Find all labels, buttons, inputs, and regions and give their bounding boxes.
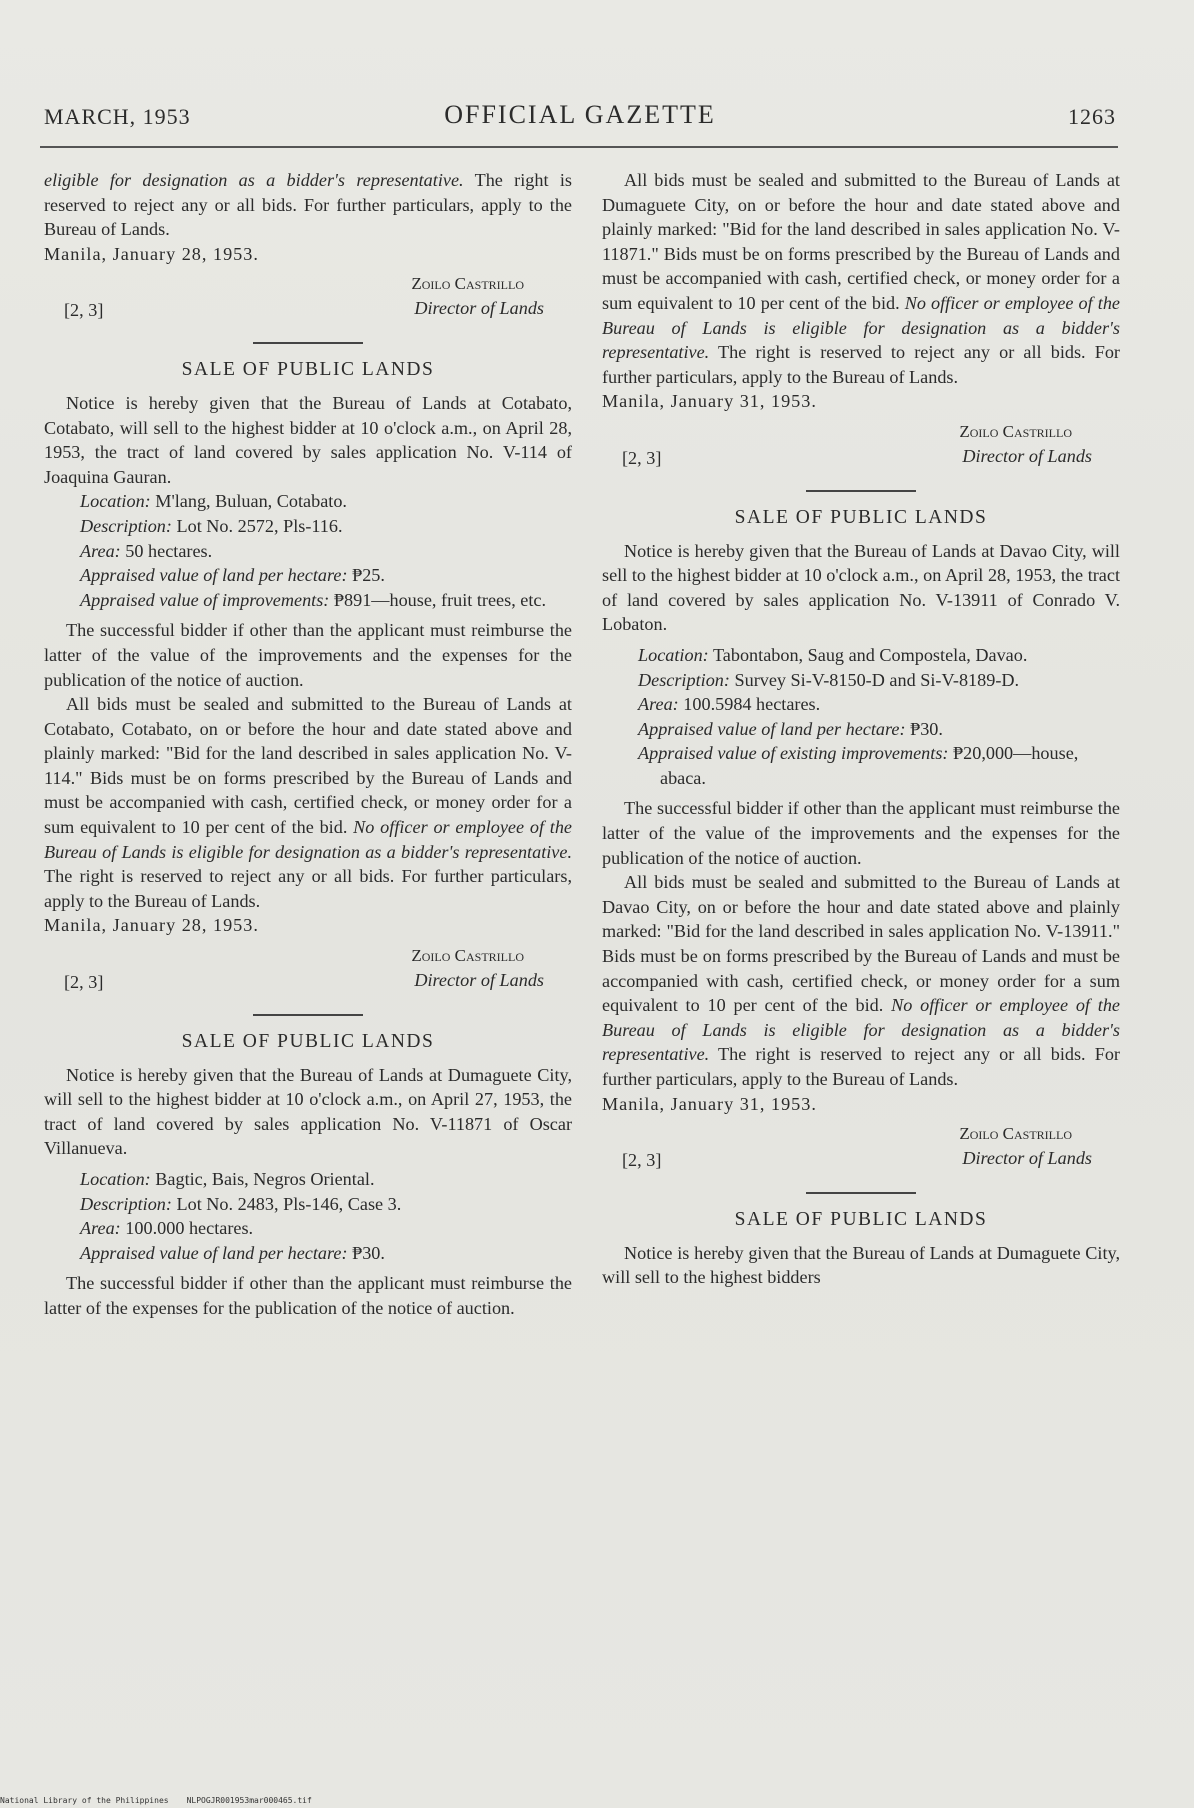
detail-appraised-land: Appraised value of land per hectare: ₱30. (80, 1242, 385, 1263)
detail-appraised-land: Appraised value of land per hectare: ₱30. (638, 718, 943, 739)
issue-ref: [2, 3] (64, 300, 104, 321)
detail-area: Area: 100.5984 hectares. (638, 694, 821, 715)
land-details (638, 643, 1120, 791)
section-heading: SALE OF PUBLIC LANDS (181, 1031, 435, 1053)
continued-paragraph: eligible for designation as a bidder's representative. The right is reserved to reject any or all bids. For further particulars, apply to the Bureau of Lands. (44, 170, 572, 240)
section-heading: SALE OF PUBLIC LANDS (181, 359, 435, 381)
detail-appraised-improvements: Appraised value of existing improvements: ₱20,000—house, abaca. (638, 743, 1079, 788)
file-name: NLPOGJR001953mar000465.tif (186, 1796, 312, 1805)
signatory-name: Zoilo Castrillo (411, 274, 524, 294)
section-divider (253, 1014, 363, 1016)
signatory-name: Zoilo Castrillo (959, 1124, 1072, 1144)
section-divider (806, 1192, 916, 1194)
page-number: 1263 (1068, 104, 1116, 129)
notice-paragraph: Notice is hereby given that the Bureau of Lands at Dumaguete City, will sell to the highest bidder at 10 o'clock a.m., on April 27, 1953, the tract of land covered by sales application No. V-11871 of Oscar Villanueva. (44, 1064, 572, 1159)
library-credit: National Library of the Philippines (0, 1796, 169, 1805)
signatory-name: Zoilo Castrillo (411, 946, 524, 966)
page-header (44, 100, 1116, 134)
signature-block (602, 418, 1120, 476)
reimburse-paragraph: The successful bidder if other than the applicant must reimburse the latter of the expenses for the publication of the notice of auction. (44, 1273, 572, 1318)
notice-paragraph: Notice is hereby given that the Bureau of Lands at Davao City, will sell to the highest bidder at 10 o'clock a.m., on April 28, 1953, the tract of land covered by sales application No. V-13911 of Conrado V. Lobaton. (602, 540, 1120, 635)
detail-location: Location: Bagtic, Bais, Negros Oriental. (80, 1169, 375, 1189)
issue-ref: [2, 3] (622, 447, 662, 468)
detail-description: Description: Lot No. 2483, Pls-146, Case 3. (80, 1193, 402, 1214)
reimburse-paragraph: The successful bidder if other than the applicant must reimburse the latter of the value of the improvements and the expenses for the publication of the notice of auction. (602, 798, 1120, 868)
notice-date: Manila, January 28, 1953. (44, 243, 259, 264)
issue-ref: [2, 3] (64, 972, 104, 993)
signatory-title: Director of Lands (414, 970, 544, 991)
detail-description: Description: Lot No. 2572, Pls-116. (80, 515, 343, 536)
header-rule (40, 146, 1118, 148)
detail-location: Location: Tabontabon, Saug and Compostela, Davao. (638, 644, 1028, 665)
section-divider (253, 342, 363, 344)
left-column (44, 168, 572, 1321)
detail-location: Location: M'lang, Buluan, Cotabato. (80, 491, 347, 512)
signatory-title: Director of Lands (962, 445, 1092, 466)
land-details (80, 1167, 572, 1265)
signature-block (602, 1120, 1120, 1178)
land-details (80, 489, 572, 612)
bids-paragraph: All bids must be sealed and submitted to the Bureau of Lands at Cotabato, Cotabato, on or before the hour and date stated above and plainly marked: "Bid for the land described in sales application No. V-114." Bids must be on forms prescribed by the Bureau of Lands and must be accompanied with cash, certified check, or money order for a sum equivalent to 10 per cent of the bid. No officer or employee of the Bureau of Lands is eligible for designation as a bidder's representative. The right is reserved to reject any or all bids. For further particulars, apply to the Bureau of Lands. (44, 694, 573, 911)
issue-ref: [2, 3] (622, 1150, 662, 1171)
bids-paragraph: All bids must be sealed and submitted to the Bureau of Lands at Davao City, on or before the hour and date stated above and plainly marked: "Bid for the land described in sales application No. V-13911." Bids must be on forms prescribed by the Bureau of Lands and must be accompanied with cash, certified check, or money order for a sum equivalent to 10 per cent of the bid. No officer or employee of the Bureau of Lands is eligible for designation as a bidder's representative. The right is reserved to reject any or all bids. For further particulars, apply to the Bureau of Lands. (602, 872, 1121, 1089)
detail-area: Area: 50 hectares. (80, 540, 213, 561)
detail-appraised-land: Appraised value of land per hectare: ₱25. (80, 565, 385, 586)
signature-block (44, 942, 572, 1000)
detail-area: Area: 100.000 hectares. (80, 1218, 254, 1239)
detail-description: Description: Survey Si-V-8150-D and Si-V-8189-D. (638, 669, 1020, 690)
right-column (602, 168, 1120, 1290)
notice-paragraph: Notice is hereby given that the Bureau of Lands at Cotabato, Cotabato, will sell to the highest bidder at 10 o'clock a.m., on April 28, 1953, the tract of land covered by sales application No. V-114 of Joaquina Gauran. (44, 392, 572, 487)
notice-date: Manila, January 28, 1953. (44, 915, 259, 936)
section-divider (806, 490, 916, 492)
header-title: OFFICIAL GAZETTE (444, 100, 716, 129)
signature-block (44, 270, 572, 328)
section-heading: SALE OF PUBLIC LANDS (734, 1209, 988, 1231)
signatory-title: Director of Lands (962, 1148, 1092, 1169)
notice-paragraph: Notice is hereby given that the Bureau of Lands at Dumaguete City, will sell to the highest bidders (602, 1242, 1120, 1288)
scan-footer (0, 1796, 312, 1805)
section-heading: SALE OF PUBLIC LANDS (734, 506, 988, 528)
continued-paragraph: All bids must be sealed and submitted to the Bureau of Lands at Dumaguete City, on or before the hour and date stated above and plainly marked: "Bid for the land described in sales application No. V-11871." Bids must be on forms prescribed by the Bureau of Lands and must be accompanied with cash, certified check, or money order for a sum equivalent to 10 per cent of the bid. No officer or employee of the Bureau of Lands is eligible for designation as a bidder's representative. The right is reserved to reject any or all bids. For further particulars, apply to the Bureau of Lands. (602, 170, 1121, 387)
reimburse-paragraph: The successful bidder if other than the applicant must reimburse the latter of the value of the improvements and the expenses for the publication of the notice of auction. (44, 620, 572, 690)
signatory-name: Zoilo Castrillo (959, 421, 1072, 441)
detail-appraised-improvements: Appraised value of improvements: ₱891—house, fruit trees, etc. (80, 589, 547, 610)
notice-date: Manila, January 31, 1953. (602, 391, 817, 412)
notice-date: Manila, January 31, 1953. (602, 1093, 817, 1114)
header-date: MARCH, 1953 (44, 104, 191, 129)
signatory-title: Director of Lands (414, 298, 544, 319)
